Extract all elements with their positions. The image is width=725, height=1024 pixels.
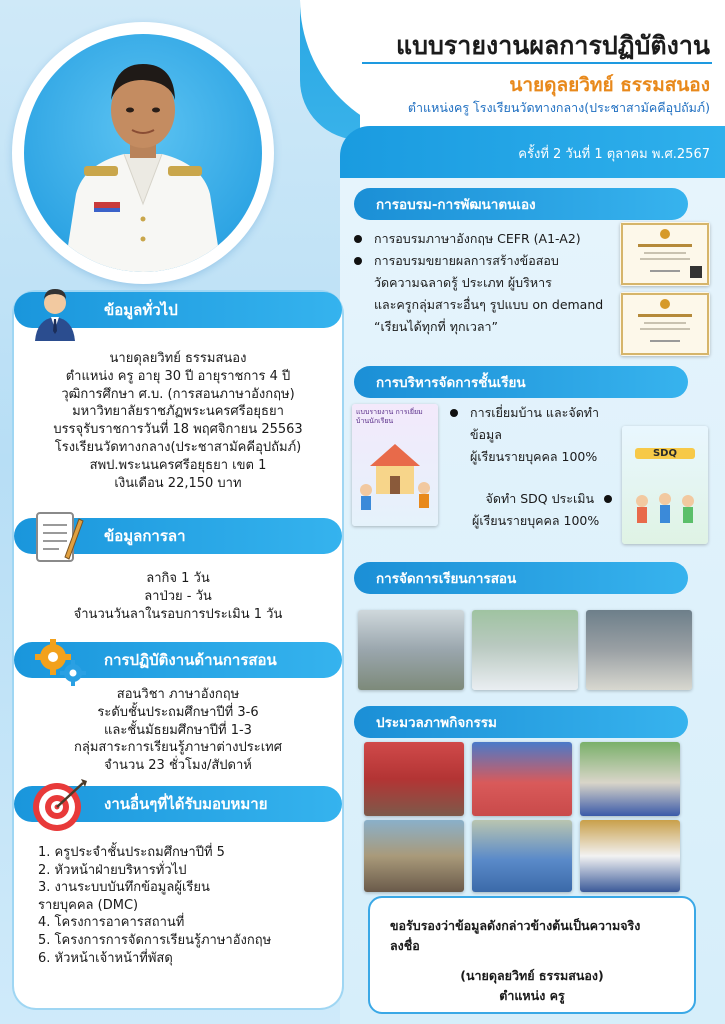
classroom-item-continuation: ผู้เรียนรายบุคคล 100% <box>472 513 600 528</box>
training-item-text: การอบรมภาษาอังกฤษ CEFR (A1-A2) <box>374 231 581 246</box>
classroom-item-text: การเยี่ยมบ้าน และจัดทำข้อมูล <box>470 405 600 442</box>
leave-line: จำนวนวันลาในรอบการประเมิน 1 วัน <box>73 606 283 622</box>
children-illustration <box>622 459 708 539</box>
leave-line: ลากิจ 1 วัน <box>146 571 210 586</box>
section-title-training: การอบรม-การพัฒนาตนเอง <box>376 197 536 213</box>
certificate-image-1 <box>620 222 710 286</box>
certification-statement: ขอรับรองว่าข้อมูลดังกล่าวข้างต้นเป็นความจริง <box>390 918 641 933</box>
gallery-photo-2 <box>472 742 572 816</box>
bullet-dot-icon <box>604 495 612 503</box>
section-header-gallery <box>354 706 688 738</box>
general-line: นายดุลยวิทย์ ธรรมสนอง <box>109 351 247 366</box>
section-title-classroom: การบริหารจัดการชั้นเรียน <box>376 375 526 391</box>
duty-item: 3. งานระบบบันทึกข้อมูลผู้เรียน <box>38 880 210 896</box>
leave-line: ลาป่วย - วัน <box>144 588 212 604</box>
profile-photo <box>24 34 262 272</box>
sdq-poster <box>622 426 708 544</box>
general-line: เงินเดือน 22,150 บาท <box>114 475 242 491</box>
bullet-dot-icon <box>354 235 362 243</box>
report-date: ครั้งที่ 2 วันที่ 1 ตุลาคม พ.ศ.2567 <box>518 147 710 162</box>
person-icon <box>20 278 90 348</box>
teaching-line: ระดับชั้นประถมศึกษาปีที่ 3-6 <box>97 704 259 720</box>
instruction-photo-2 <box>472 610 578 690</box>
portrait-illustration <box>24 34 262 272</box>
signer-name: (นายดุลยวิทย์ ธรรมสนอง) <box>460 968 604 983</box>
gallery-photo-5 <box>472 820 572 892</box>
teacher-position: ตำแหน่งครู โรงเรียนวัดทางกลาง(ประชาสามัคคีอุปถัมภ์) <box>407 100 710 115</box>
section-header-classroom <box>354 366 688 398</box>
general-line: วุฒิการศึกษา ศ.บ. (การสอนภาษาอังกฤษ) <box>61 386 295 402</box>
section-title-duties: งานอื่นๆที่ได้รับมอบหมาย <box>104 795 268 813</box>
target-icon <box>24 770 94 840</box>
gallery-photo-3 <box>580 742 680 816</box>
teaching-info-block <box>14 686 342 775</box>
classroom-item-continuation: ผู้เรียนรายบุคคล 100% <box>470 449 598 464</box>
general-line: มหาวิทยาลัยราชภัฏพระนครศรีอยุธยา <box>72 404 284 420</box>
general-info-block <box>14 350 342 492</box>
section-title-general: ข้อมูลทั่วไป <box>104 301 178 319</box>
certificate-icon <box>620 292 710 356</box>
bullet-dot-icon <box>354 257 362 265</box>
training-item-continuation: และครูกลุ่มสาระอื่นๆ รูปแบบ on demand <box>374 297 604 312</box>
instruction-photo-1 <box>358 610 464 690</box>
training-item <box>354 228 614 250</box>
signer-position: ตำแหน่ง ครู <box>499 988 565 1003</box>
classroom-item <box>472 488 612 510</box>
instruction-photo-3 <box>586 610 692 690</box>
teaching-line: และชั้นมัธยมศึกษาปีที่ 1-3 <box>104 722 252 738</box>
certificate-image-2 <box>620 292 710 356</box>
teaching-line: กลุ่มสาระการเรียนรู้ภาษาต่างประเทศ <box>74 740 282 756</box>
duties-list <box>38 844 338 967</box>
duty-item: 4. โครงการอาคารสถานที่ <box>38 915 185 931</box>
general-line: โรงเรียนวัดทางกลาง(ประชาสามัคคีอุปถัมภ์) <box>54 439 302 455</box>
classroom-list-1 <box>450 402 620 468</box>
section-title-teaching: การปฏิบัติงานด้านการสอน <box>104 651 277 669</box>
gallery-photo-4 <box>364 820 464 892</box>
bullet-dot-icon <box>450 409 458 417</box>
gallery-photo-6 <box>580 820 680 892</box>
general-line: สพป.พระนนครศรีอยุธยา เขต 1 <box>89 457 267 473</box>
certificate-icon <box>620 222 710 286</box>
training-item-continuation: วัดความฉลาดรู้ ประเภท ผู้บริหาร <box>374 275 552 290</box>
leave-info-block <box>14 570 342 623</box>
section-title-gallery: ประมวลภาพกิจกรรม <box>376 715 497 731</box>
notepad-icon <box>22 502 92 572</box>
classroom-list-2 <box>472 488 612 532</box>
teaching-line: สอนวิชา ภาษาอังกฤษ <box>116 687 240 702</box>
section-header-training <box>354 188 688 220</box>
classroom-item <box>450 402 620 446</box>
duty-item: 2. หัวหน้าฝ่ายบริหารทั่วไป <box>38 862 187 878</box>
gallery-photo-1 <box>364 742 464 816</box>
section-title-instruction: การจัดการเรียนการสอน <box>376 571 517 587</box>
duty-item: 6. หัวหน้าเจ้าหน้าที่พัสดุ <box>38 950 173 966</box>
sdq-label: SDQ <box>635 448 695 459</box>
home-visit-poster <box>352 404 438 526</box>
training-item <box>354 250 614 272</box>
general-line: ตำแหน่ง ครู อายุ 30 ปี อายุราชการ 4 ปี <box>65 368 291 384</box>
teacher-name: นายดุลยวิทย์ ธรรมสนอง <box>509 74 710 96</box>
section-header-instruction <box>354 562 688 594</box>
training-item-continuation: “เรียนได้ทุกที่ ทุกเวลา” <box>374 319 499 334</box>
duty-item: 5. โครงการการจัดการเรียนรู้ภาษาอังกฤษ <box>38 932 272 948</box>
general-line: บรรจุรับราชการวันที่ 18 พฤศจิกายน 25563 <box>53 422 303 438</box>
poster-title: แบบรายงาน การเยี่ยมบ้านนักเรียน <box>356 408 423 425</box>
report-title: แบบรายงานผลการปฏิบัติงาน <box>396 31 710 60</box>
signature-label: ลงชื่อ <box>390 938 420 953</box>
training-list <box>354 228 614 338</box>
classroom-item-text: จัดทำ SDQ ประเมิน <box>485 491 594 506</box>
duty-item: 1. ครูประจำชั้นประถมศึกษาปีที่ 5 <box>38 845 225 860</box>
teaching-line: จำนวน 23 ชั่วโมง/สัปดาห์ <box>104 758 252 774</box>
title-divider <box>362 62 712 64</box>
house-illustration <box>352 426 438 516</box>
duty-item: รายบุคคล (DMC) <box>38 897 139 913</box>
section-title-leave: ข้อมูลการลา <box>104 527 186 545</box>
training-item-text: การอบรมขยายผลการสร้างข้อสอบ <box>374 253 559 268</box>
